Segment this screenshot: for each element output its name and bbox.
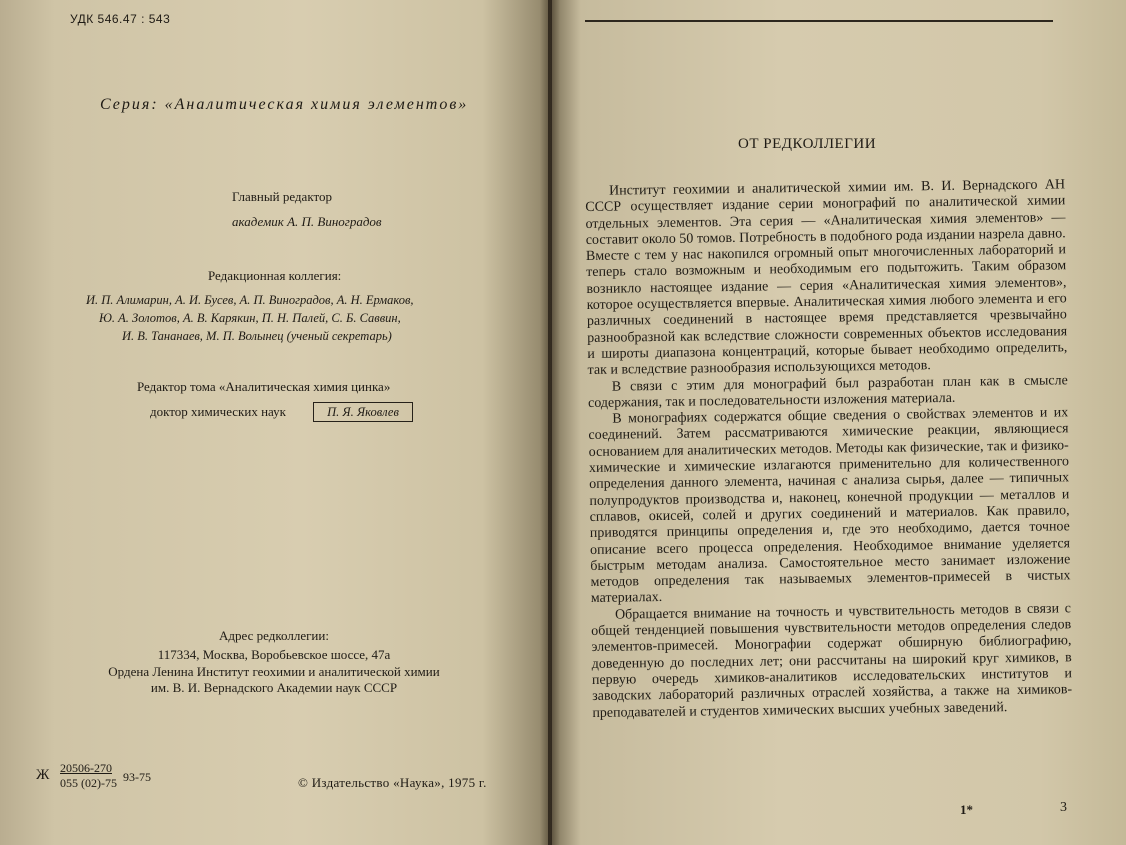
- chief-editor-label: Главный редактор: [232, 189, 332, 204]
- imprint-denominator: 055 (02)-75: [60, 776, 117, 790]
- paragraph: В связи с этим для монографий был разработан план как в смысле содержания, так и последовательности изложения материала.: [587, 372, 1068, 411]
- page-number: 3: [1060, 800, 1067, 815]
- series-title: Серия: «Аналитическая химия элементов»: [100, 96, 469, 113]
- signature-mark: 1*: [960, 802, 973, 817]
- volume-editor-label: Редактор тома «Аналитическая химия цинка»: [137, 379, 391, 394]
- volume-editor-degree: доктор химических наук: [150, 404, 286, 419]
- copyright-notice: © Издательство «Наука», 1975 г.: [298, 775, 487, 790]
- book-gutter: [540, 0, 560, 845]
- editorial-board-line: И. П. Алимарин, А. И. Бусев, А. П. Виноградов, А. Н. Ермаков,: [86, 293, 414, 307]
- address-line: им. В. И. Вернадского Академии наук СССР: [150, 680, 398, 695]
- address-line: 117334, Москва, Воробьевское шоссе, 47а: [157, 647, 391, 662]
- section-title: ОТ РЕДКОЛЛЕГИИ: [738, 136, 877, 152]
- imprint-prefix: Ж: [36, 767, 50, 783]
- paragraph: Институт геохимии и аналитической химии им. В. И. Вернадского АН СССР осуществляет издание серии монографий по аналитической химии отдельных элементов. Эта серия — «Аналитическая химия элементов» — составит около 50 томов. Потребность в подобного рода издании назрела давно. Вместе с тем у нас накопился огромный опыт многочисленных лабораторий и теперь стало возможным и необходимым его подытожить. Таким образом возникло настоящее издание — серия «Аналитическая химия элементов», которое осуществляется впервые. Аналитическая химия любого элемента и его различных соединений в настоящее время представляется чрезвычайно разнообразной как вследствие сложности современных объектов исследования и широты диапазона концентраций, которые бывает необходимо определить, так и вследствие разнообразия использующихся методов.: [585, 177, 1068, 379]
- editorial-board-line: И. В. Тананаев, М. П. Волынец (ученый секретарь): [122, 329, 392, 343]
- chief-editor-name: академик А. П. Виноградов: [232, 214, 382, 229]
- paragraph: Обращается внимание на точность и чувствительность методов в связи с общей тенденцией повышения чувствительности методов определения следов элементов-примесей. Монографии содержат обширную библиографию, доведенную до последних лет; они рассчитаны на широкий круг химиков, в первую очередь химиков-аналитиков исследовательских институтов и заводских лабораторий различных отраслей хозяйства, а также на химиков-преподавателей и студентов химических высших учебных заведений.: [591, 600, 1073, 721]
- editorial-board-label: Редакционная коллегия:: [208, 268, 342, 283]
- body-text: [585, 177, 1072, 721]
- left-page: [0, 0, 548, 845]
- udk-code: УДК 546.47 : 543: [70, 12, 171, 26]
- editorial-board-line: Ю. А. Золотов, А. В. Карякин, П. Н. Палей, С. Б. Саввин,: [99, 311, 401, 325]
- paragraph: В монографиях содержатся общие сведения о свойствах элементов и их соединений. Затем рассматриваются химические реакции, являющиеся основанием для аналитических методов. Методы как физические, так и физико-химические и химические излагаются применительно для количественного определения данного элемента, начиная с анализа сырья, далее — типичных полупродуктов производства и, наконец, конечной продукции — металлов и сплавов, окисей, солей и других соединений и материалов. Как правило, приводятся принципы определения и, где это необходимо, дается точное описание всего процесса определения. Необходимое внимание уделяется быстрым методам анализа. Самостоятельное место занимает изложение методов определения так называемых элементов-примесей в чистых материалах.: [588, 405, 1071, 607]
- address-line: Ордена Ленина Институт геохимии и аналитической химии: [108, 664, 440, 679]
- volume-editor-name-box: П. Я. Яковлев: [313, 402, 413, 422]
- imprint-numerator: 20506-270: [60, 761, 112, 775]
- header-rule: [585, 20, 1053, 22]
- imprint-suffix: 93-75: [123, 770, 151, 784]
- address-label: Адрес редколлегии:: [219, 628, 329, 643]
